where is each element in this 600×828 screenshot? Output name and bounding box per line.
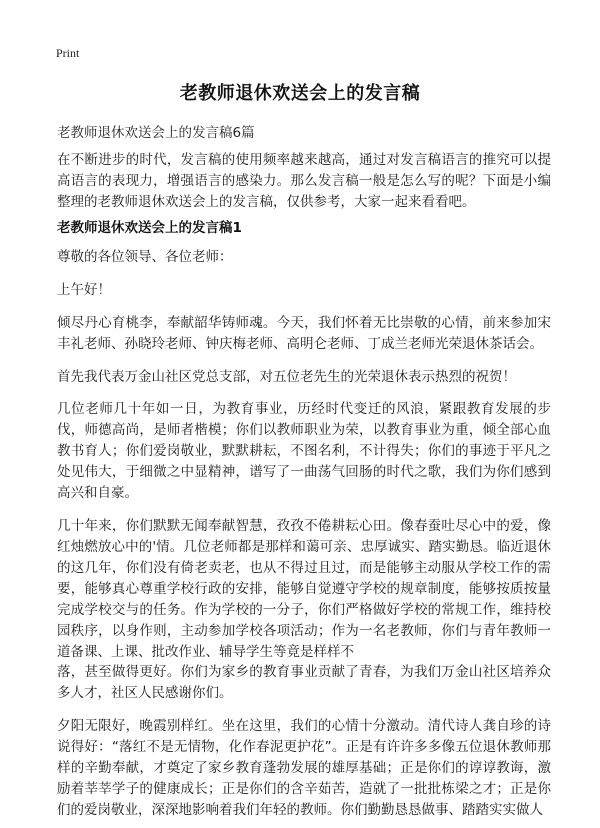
document-subtitle: 老教师退休欢送会上的发言稿6篇 — [57, 125, 255, 141]
section-heading: 老教师退休欢送会上的发言稿1 — [57, 220, 242, 236]
intro-paragraph: 在不断进步的时代，发言稿的使用频率越来越高，通过对发言稿语言的推究可以提高语言的表现力，增强语言的感染力。那么发言稿一般是怎么写的呢？下面是小编整理的老教师退休欢送会上的发言稿，仅供参考，大家一起来看看吧。 — [57, 152, 551, 210]
paragraph-congratulation: 首先我代表万金山社区党总支部，对五位老先生的光荣退休表示热烈的祝贺！ — [57, 369, 516, 385]
paragraph-salutation: 尊敬的各位领导、各位老师： — [57, 249, 233, 265]
paragraph-dedication: 几十年来，你们默默无闻奉献智慧，孜孜不倦耕耘心田。像春蚕吐尽心中的爱，像红烛燃放心中的'情。几位老师都是那样和蔼可亲、忠厚诚实、踏实勤恳。临近退休的这几年，你们没有倚老卖老，也从不得过且过，而是能够主动服从学校工作的需要，能够真心尊重学校行政的安排，能够自觉遵守学校的规章制度，能够按质按量完成学校交与的任务。作为学校的一分子，你们严格做好学校的常规工作，维持校园秩序，以身作则，主动参加学校各项活动；作为一名老教师，你们与青年教师一道备课、上课、批改作业、辅导学生等竟是样样不 — [57, 518, 551, 660]
paragraph-greeting: 上午好！ — [57, 282, 111, 298]
paragraph-opening: 倾尽丹心育桃李，奉献韶华铸师魂。今天，我们怀着无比崇敬的心情，前来参加宋丰礼老师、孙晓玲老师、钟庆梅老师、高明仑老师、丁成兰老师光荣退休茶话会。 — [57, 315, 551, 352]
paragraph-praise: 几位老师几十年如一日，为教育事业，历经时代变迁的风浪，紧跟教育发展的步伐，师德高尚，是师者楷模；你们以教师职业为荣，以教育事业为重，倾全部心血教书育人；你们爱岗敬业，默默耕耘，不图名利，不计得失；你们的事迹于平凡之处见伟大，于细微之中显精神，谱写了一曲荡气回肠的时代之歌，我们为你们感到高兴和自豪。 — [57, 401, 551, 501]
page-title: 老教师退休欢送会上的发言稿 — [179, 83, 421, 104]
paragraph-contribution: 落，甚至做得更好。你们为家乡的教育事业贡献了青春，为我们万金山社区培养众多人才，社区人民感谢你们。 — [57, 664, 551, 701]
print-label[interactable]: Print — [56, 46, 80, 60]
paragraph-sunset: 夕阳无限好，晚霞别样红。坐在这里，我们的心情十分激动。清代诗人龚自珍的诗说得好：“落红不是无情物，化作春泥更护花”。正是有许许多多像五位退休教师那样的辛勤奉献，才奠定了家乡教育蓬勃发展的雄厚基础；正是你们的谆谆教诲，激励着莘莘学子的健康成长；正是你们的含辛茹苦，造就了一批批栋梁之才；正是你们的爱岗敬业，深深地影响着我们年轻的教师。你们勤勤恳恳做事、踏踏实实做人 — [57, 718, 551, 818]
